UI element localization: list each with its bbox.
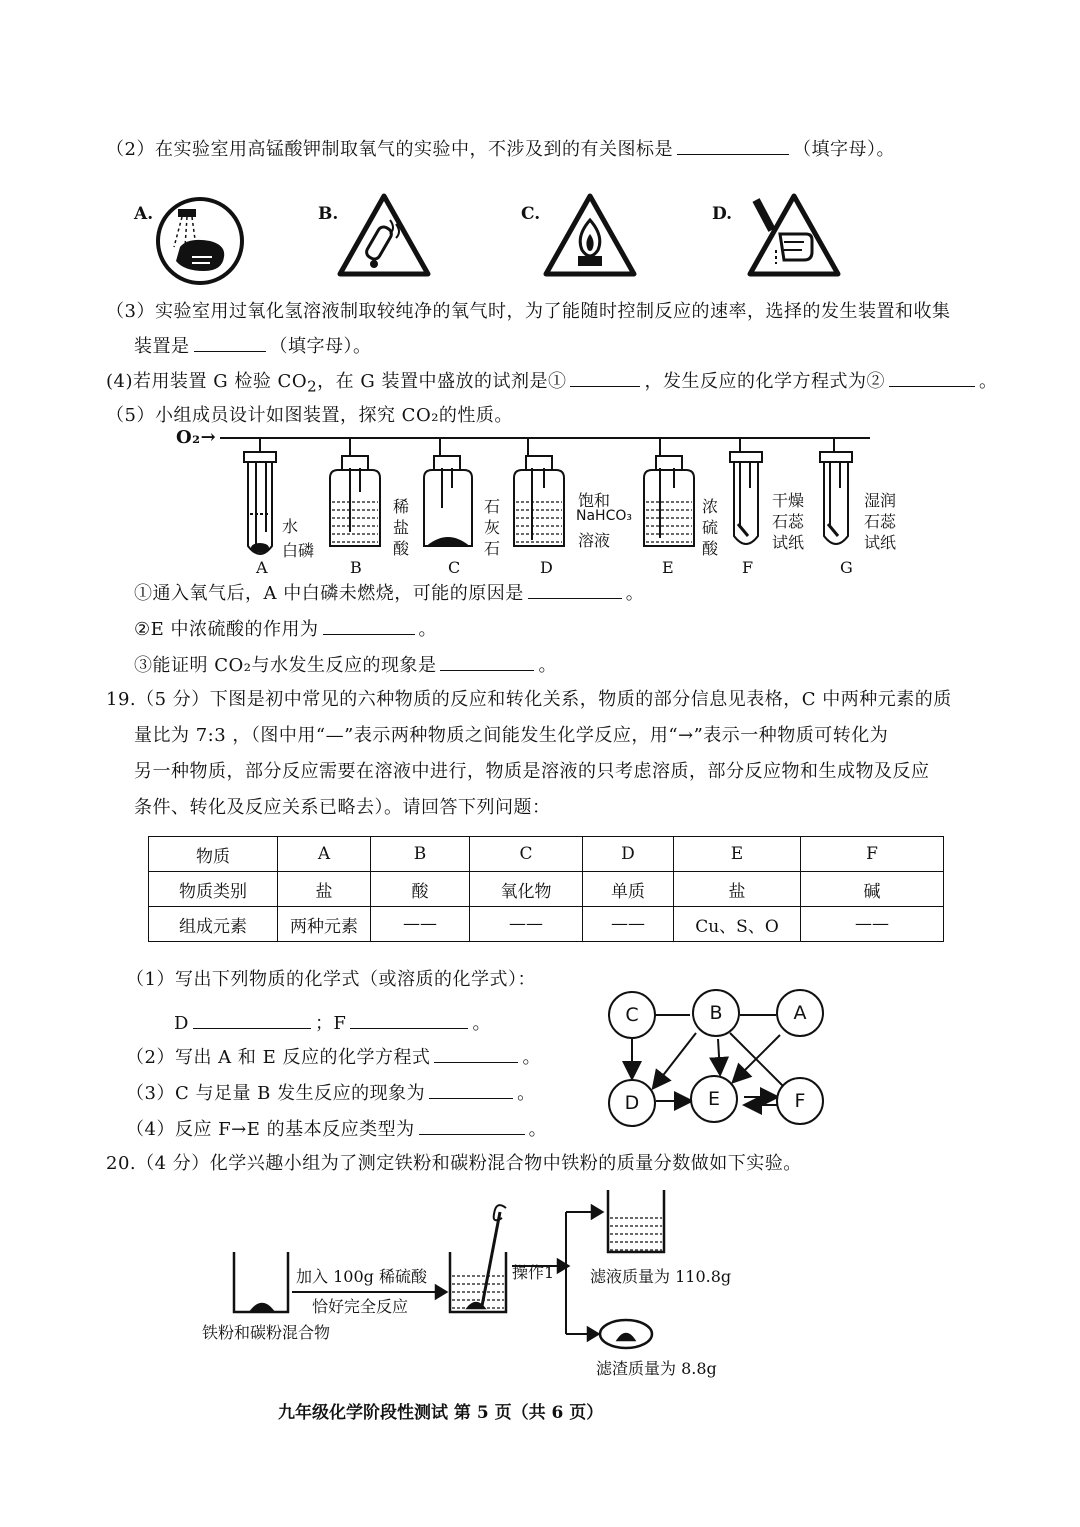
apparatus-letter-g: G <box>840 558 853 577</box>
flame-warning-icon <box>540 190 640 280</box>
apparatus-letter-c: C <box>448 558 461 577</box>
table-cell: C <box>470 837 583 872</box>
node-a: A <box>776 989 824 1037</box>
q5-intro: （5）小组成员设计如图装置，探究 CO₂的性质。 <box>106 405 513 426</box>
q20-filtrate-mass: 滤液质量为 110.8g <box>590 1267 732 1286</box>
q19-sub1: （1）写出下列物质的化学式（或溶质的化学式）： <box>126 969 536 990</box>
sharp-object-warning-icon <box>744 190 844 280</box>
q19-line4: 条件、转化及反应关系已略去）。请回答下列问题： <box>134 797 551 818</box>
table-row <box>149 872 944 907</box>
q2-option-c-label: C. <box>521 204 541 224</box>
q2-answer-blank[interactable] <box>677 136 789 155</box>
q19-line3: 另一种物质，部分反应需要在溶液中进行，物质是溶液的只考虑溶质，部分反应物和生成物及反应 <box>134 761 930 782</box>
table-cell: Cu、S、O <box>674 907 801 942</box>
q20-add-acid-label: 加入 100g 稀硫酸 <box>296 1267 427 1286</box>
table-cell: 组成元素 <box>149 907 278 942</box>
apparatus-letter-d: D <box>540 558 553 577</box>
node-e: E <box>690 1075 738 1123</box>
table-cell: B <box>371 837 470 872</box>
q19-sub4: （4）反应 F→E 的基本反应类型为 。 <box>126 1116 547 1142</box>
q19-d-formula-blank[interactable] <box>193 1010 311 1029</box>
table-cell: D <box>583 837 674 872</box>
label-nahco3: NaHCO₃ <box>576 508 632 524</box>
q19-line2: 量比为 7:3 ，（图中用“—”表示两种物质之间能发生化学反应，用“→”表示一种物质可转化为 <box>134 725 889 746</box>
q20-residue-mass: 滤渣质量为 8.8g <box>596 1359 717 1378</box>
q5-sub1: ①通入氧气后，A 中白磷未燃烧，可能的原因是 。 <box>134 580 644 606</box>
q2-question: （2）在实验室用高锰酸钾制取氧气的实验中，不涉及到的有关图标是 （填字母）。 <box>106 136 895 162</box>
label-conc-sulfuric-acid: 浓硫酸 <box>702 497 719 558</box>
label-wet-litmus-paper: 湿润石蕊试纸 <box>864 491 897 552</box>
q19-sub3-blank[interactable] <box>429 1080 513 1099</box>
table-cell: —— <box>371 907 470 942</box>
table-cell: 碱 <box>801 872 944 907</box>
q3-line2: 装置是 （填字母）。 <box>134 333 372 359</box>
table-cell: 酸 <box>371 872 470 907</box>
wash-hands-icon <box>154 195 246 287</box>
q20-complete-reaction-label: 恰好完全反应 <box>312 1297 409 1316</box>
hot-tube-warning-icon <box>334 190 434 280</box>
q19-sub1-answers: D ；F 。 <box>174 1010 491 1036</box>
table-cell: —— <box>583 907 674 942</box>
q19-sub3: （3）C 与足量 B 发生反应的现象为 。 <box>126 1080 536 1106</box>
apparatus-letter-a: A <box>256 558 268 577</box>
table-cell: 氧化物 <box>470 872 583 907</box>
table-cell: 物质类别 <box>149 872 278 907</box>
q3-line1: （3）实验室用过氧化氢溶液制取较纯净的氧气时，为了能随时控制反应的速率，选择的发生装置和收集 <box>106 301 951 322</box>
page-footer: 九年级化学阶段性测试 第 5 页（共 6 页） <box>278 1403 604 1423</box>
q19-sub4-blank[interactable] <box>419 1116 525 1135</box>
label-saturated: 饱和 <box>578 491 611 510</box>
node-b: B <box>692 989 740 1037</box>
q19-f-formula-blank[interactable] <box>350 1010 468 1029</box>
q4-question: (4)若用装置 G 检验 $CO_2$，在 G 装置中盛放的试剂是① ，发生反应的化学方程式为② 。 <box>106 368 997 396</box>
table-cell: 盐 <box>278 872 371 907</box>
table-cell: F <box>801 837 944 872</box>
label-solution: 溶液 <box>578 531 611 550</box>
q5-sub1-blank[interactable] <box>528 580 622 599</box>
label-white-phosphorus: 白磷 <box>282 541 315 560</box>
q2-option-b-label: B. <box>318 204 339 224</box>
table-cell: 单质 <box>583 872 674 907</box>
q4-reagent-blank[interactable] <box>570 368 640 387</box>
q2-option-a-label: A. <box>134 204 154 224</box>
node-f: F <box>776 1077 824 1125</box>
apparatus-letter-b: B <box>350 558 362 577</box>
table-row <box>149 837 944 872</box>
table-row <box>149 907 944 942</box>
q5-sub3-blank[interactable] <box>440 652 534 671</box>
node-c: C <box>608 991 656 1039</box>
substance-table <box>148 836 944 942</box>
label-limestone: 石灰石 <box>484 497 501 558</box>
apparatus-letter-f: F <box>742 558 754 577</box>
q20-mixture-label: 铁粉和碳粉混合物 <box>202 1323 331 1342</box>
q5-sub3: ③能证明 CO₂与水发生反应的现象是 。 <box>134 652 557 678</box>
table-cell: E <box>674 837 801 872</box>
label-dilute-hcl: 稀盐酸 <box>393 497 410 558</box>
q20-operation-label: 操作1 <box>512 1263 555 1282</box>
oxygen-inlet-label: O₂→ <box>176 427 217 448</box>
label-dry-litmus-paper: 干燥石蕊试纸 <box>772 491 805 552</box>
q19-sub2: （2）写出 A 和 E 反应的化学方程式 。 <box>126 1044 541 1070</box>
table-cell: 两种元素 <box>278 907 371 942</box>
q4-equation-blank[interactable] <box>889 368 975 387</box>
q5-sub2: ②E 中浓硫酸的作用为 。 <box>134 616 437 642</box>
table-cell: —— <box>801 907 944 942</box>
table-cell: A <box>278 837 371 872</box>
table-cell: —— <box>470 907 583 942</box>
q20-title: 20.（4 分）化学兴趣小组为了测定铁粉和碳粉混合物中铁粉的质量分数做如下实验。 <box>106 1153 802 1174</box>
q19-line1: 19.（5 分）下图是初中常见的六种物质的反应和转化关系，物质的部分信息见表格，C 中两种元素的质 <box>106 689 952 710</box>
q3-answer-blank[interactable] <box>194 333 266 352</box>
label-water: 水 <box>282 517 299 536</box>
q19-sub2-blank[interactable] <box>434 1044 518 1063</box>
table-cell: 盐 <box>674 872 801 907</box>
table-cell: 物质 <box>149 837 278 872</box>
q2-option-d-label: D. <box>712 204 733 224</box>
node-d: D <box>608 1079 656 1127</box>
apparatus-letter-e: E <box>662 558 674 577</box>
q5-sub2-blank[interactable] <box>323 616 415 635</box>
